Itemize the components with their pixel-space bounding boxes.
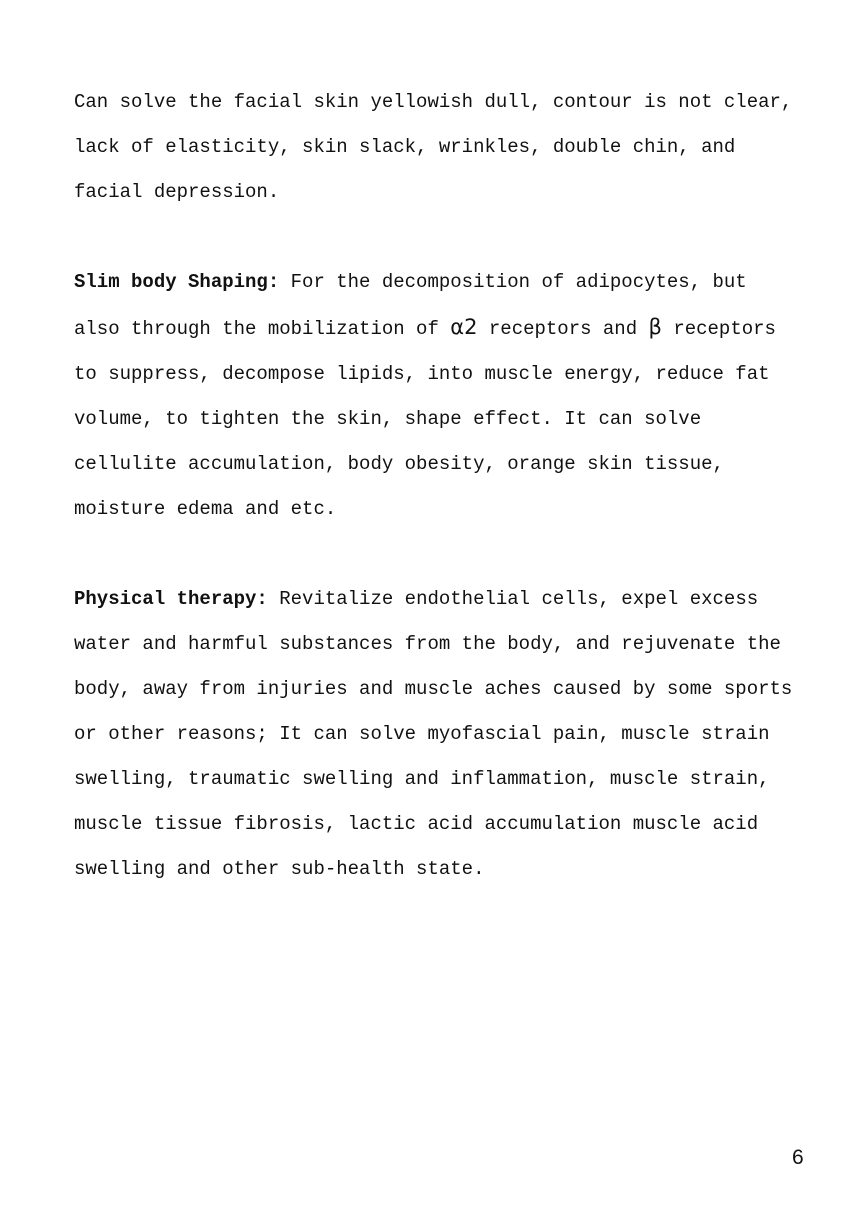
physical-therapy-paragraph — [74, 577, 794, 892]
slim-body-shaping-heading: Slim body Shaping: — [74, 271, 280, 293]
slim-body-shaping-paragraph — [74, 260, 794, 532]
page-number: 6 — [792, 1146, 804, 1169]
slim-text-part1: For the decomposition of adipocytes, but also through the mobilization of — [74, 271, 747, 340]
intro-paragraph: Can solve the facial skin yellowish dull, contour is not clear, lack of elasticity, skin slack, wrinkles, double chin, and facial depression. — [74, 91, 793, 203]
physical-therapy-heading: Physical therapy: — [74, 588, 268, 610]
document-body — [74, 80, 794, 937]
alpha2-symbol: α2 — [450, 315, 478, 339]
beta-symbol: β — [648, 315, 662, 339]
slim-text-part2: receptors and — [477, 318, 649, 340]
physical-therapy-text: Revitalize endothelial cells, expel excess water and harmful substances from the body, and rejuvenate the body, away from injuries and muscle aches caused by some sports or other reasons; It can solve myofascial pain, muscle strain swelling, traumatic swelling and inflammation, muscle strain, muscle tissue fibrosis, lactic acid accumulation muscle acid swelling and other sub-health state. — [74, 588, 793, 880]
slim-text-part3: receptors to suppress, decompose lipids, into muscle energy, reduce fat volume, to tighten the skin, shape effect. It can solve cellulite accumulation, body obesity, orange skin tissue, moisture edema and etc. — [74, 318, 776, 520]
